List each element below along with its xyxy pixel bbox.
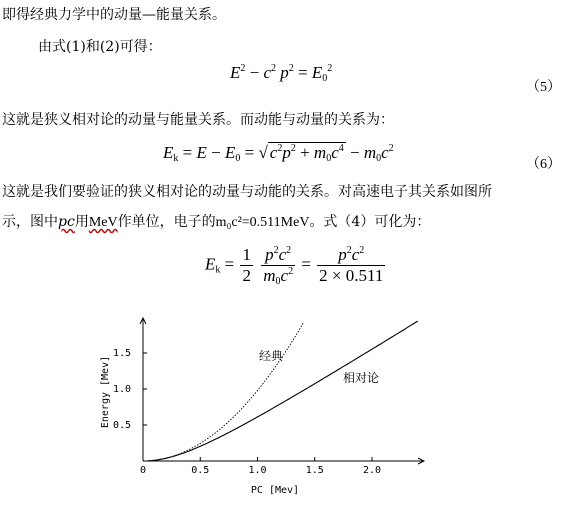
y-tick-label: 0.5 (112, 420, 131, 431)
series-label-classical: 经典 (259, 349, 284, 363)
x-axis-title: PC [Mev] (250, 485, 300, 496)
equation-5: $E^2 - c^2$ $p^2 = E_0^2$ (230, 63, 333, 84)
equation-5-number: （5） (526, 80, 561, 95)
line5-text-c: 用 (74, 214, 89, 230)
x-tick-label: 2.0 (362, 465, 382, 476)
chart-axes (140, 318, 424, 464)
equation-kinetic-fraction: $E_k$ = $\frac{1}{2}$ $\frac{p^2c^2}{m_0c^2}$ = $\frac{p^2c^2}{2 \times 0.511}$ (205, 245, 384, 287)
line4-text: 这就是我们要验证的狭义相对论的动量与动能的关系。对高速电子其关系如图所 (2, 184, 492, 200)
y-tick-label: 1.5 (112, 348, 131, 359)
x-tick-label: 1.5 (305, 465, 324, 476)
line5-rest-energy: m₀c²=0.511MeV (215, 215, 310, 230)
line5-pc: pc (58, 214, 75, 230)
classical-curve (143, 323, 303, 461)
line3-text: 这就是狭义相对论的动量与能量关系。而动能与动量的关系为： (2, 112, 394, 128)
x-tick-label: 1.0 (248, 465, 267, 476)
equation-6-number: （6） (526, 157, 561, 172)
y-tick-label: 1.0 (112, 384, 131, 395)
chart-ticks (113, 348, 381, 476)
relativistic-curve (143, 321, 418, 461)
x-tick-label: 0 (139, 465, 147, 476)
equation-6: $E_k = E - E_0$ = √ $c^2p^2 + m_0c^4 - m_0c^2$ (163, 143, 394, 164)
line5-mev: MeV (88, 215, 118, 230)
line5-text-a: 示，图中 (2, 214, 58, 230)
series-label-relativistic: 相对论 (343, 371, 380, 385)
x-tick-label: 0.5 (191, 465, 210, 476)
line1-text: 即得经典力学中的动量—能量关系。 (2, 7, 226, 23)
y-axis-title: Energy [Mev] (100, 355, 111, 429)
line2-text: 由式(1)和(2)可得： (38, 39, 162, 55)
chart-series (143, 321, 418, 461)
line5-text-g: 。式（4）可化为： (309, 214, 431, 230)
line5-text-e: 作单位，电子的 (117, 214, 216, 230)
